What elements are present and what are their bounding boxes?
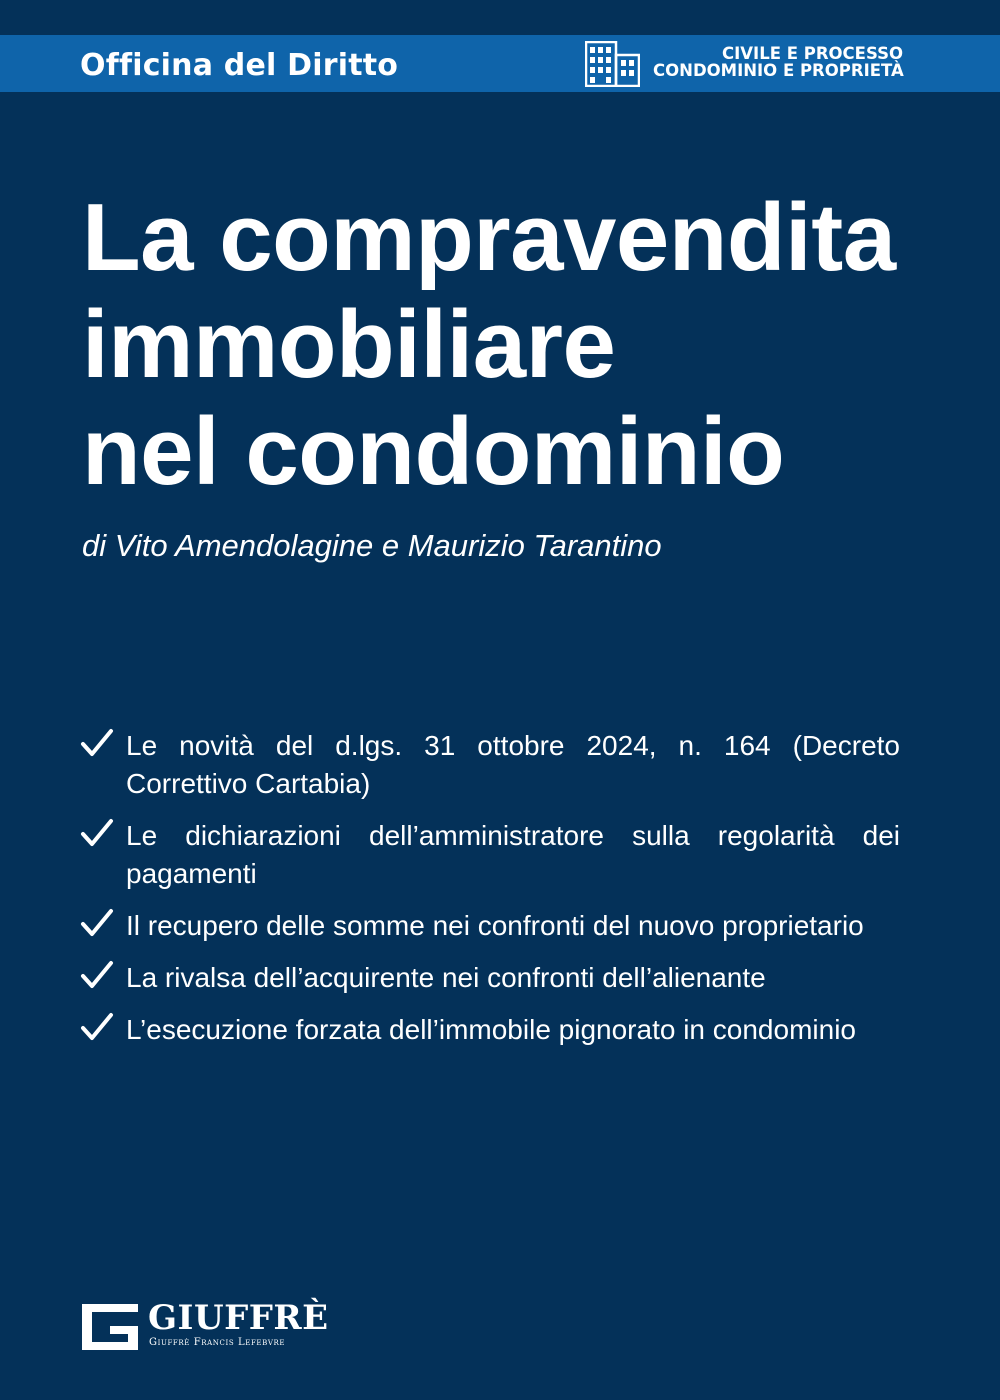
authors-line: di Vito Amendolagine e Maurizio Tarantino — [82, 528, 662, 563]
title-line-1: La compravendita — [82, 184, 896, 291]
category-line-1: CIVILE E PROCESSO — [722, 44, 903, 63]
feature-item — [80, 817, 900, 893]
series-band — [0, 35, 1000, 92]
publisher-name: GIUFFRÈ — [148, 1298, 329, 1338]
building-icon — [585, 41, 640, 87]
checkmark-icon — [80, 817, 114, 851]
checkmark-icon — [80, 727, 114, 761]
series-name: Officina del Diritto — [80, 48, 399, 83]
feature-item — [80, 907, 900, 945]
publisher-subtitle: Giuffrè Francis Lefebvre — [149, 1337, 286, 1348]
feature-item — [80, 959, 900, 997]
publisher-logo — [80, 1298, 329, 1352]
feature-list — [80, 727, 900, 1063]
feature-text: Le novità del d.lgs. 31 ottobre 2024, n. 164 (Decreto Correttivo Cartabia) — [126, 730, 900, 799]
category-label — [653, 45, 903, 79]
feature-item — [80, 727, 900, 803]
title-line-3: nel condominio — [82, 398, 785, 505]
book-title — [82, 184, 942, 505]
checkmark-icon — [80, 907, 114, 941]
feature-text: La rivalsa dell’acquirente nei confronti dell’alienante — [126, 962, 766, 993]
feature-text: L’esecuzione forzata dell’immobile pignorato in condominio — [126, 1014, 856, 1045]
category-line-2: CONDOMINIO E PROPRIETÀ — [653, 61, 904, 80]
title-line-2: immobiliare — [82, 291, 616, 398]
checkmark-icon — [80, 959, 114, 993]
feature-item — [80, 1011, 900, 1049]
feature-text: Le dichiarazioni dell’amministratore sulla regolarità dei pagamenti — [126, 820, 900, 889]
feature-text: Il recupero delle somme nei confronti del nuovo proprietario — [126, 910, 864, 941]
checkmark-icon — [80, 1011, 114, 1045]
giuffre-logo-icon — [80, 1302, 140, 1352]
